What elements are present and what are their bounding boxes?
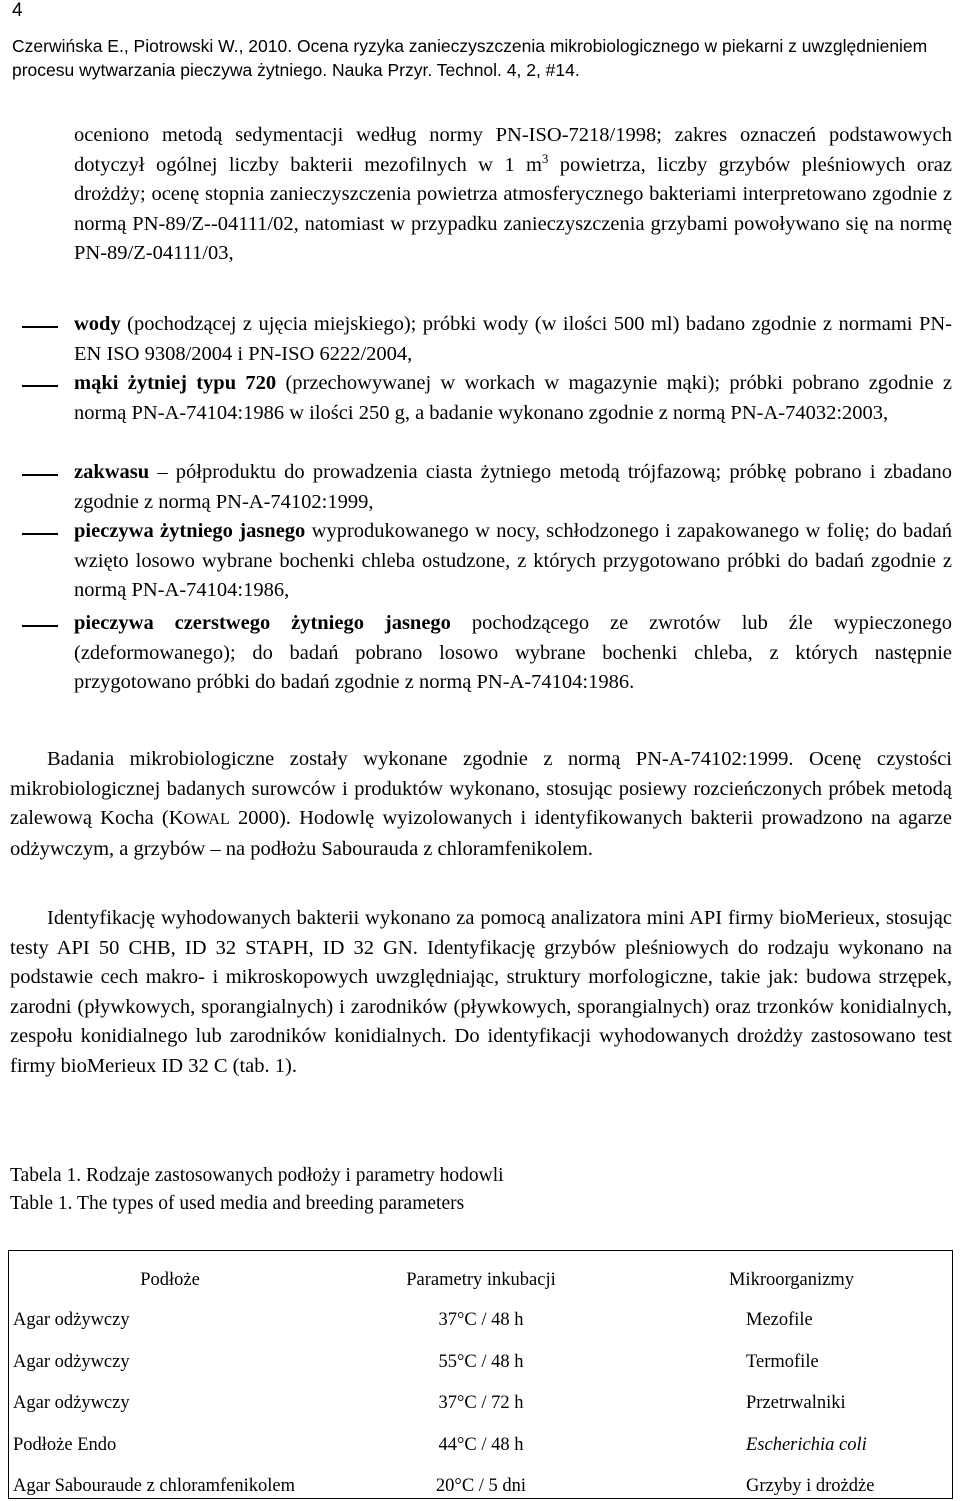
list-item-bold: pieczywa żytniego jasnego <box>74 520 306 542</box>
table-header-cell: Parametry inkubacji <box>331 1251 631 1292</box>
paragraph-text: 2000). Hodowlę wyizolowanych i identyfikowanych bakterii prowadzono na agarze odżywczym, a grzybów – na podłożu Sabourauda z chloramfenikolem. <box>10 807 952 860</box>
list-continuation <box>74 121 952 269</box>
table-row <box>9 1457 953 1499</box>
continuation-text-b: powietrza, liczby grzybów pleśniowych oraz drożdży; ocenę stopnia zanieczyszczenia powietrza atmosferycznego bakteriami interpretowano zgodnie z normą PN-89/Z--04111/02, natomiast w przypadku zanieczyszczenia grzybami powoływano się na normę PN-89/Z-04111/03, <box>74 153 952 265</box>
paragraph-text: Badania mikrobiologiczne zostały wykonane zgodnie z normą PN-A-74102:1999. Ocenę czystości mikrobiologicznej badanych surowców i produktów wykonano, stosując posiewy rozcieńczonych próbek metodą zalewową Kocha ( <box>10 748 952 830</box>
table-cell: Escherichia coli <box>631 1415 953 1456</box>
table-cell: 44°C / 48 h <box>438 1434 524 1455</box>
list-item-text: (przechowywanej w workach w magazynie mąki); próbki pobrano zgodnie z normą PN-A-74104:1986 w ilości 250 g, a badanie wykonano zgodnie z normą PN-A-74032:2003, <box>74 372 952 424</box>
list-item-bold: pieczywa czerstwego żytniego jasnego <box>74 612 451 634</box>
table-row <box>9 1374 953 1415</box>
running-head: Czerwińska E., Piotrowski W., 2010. Ocena ryzyka zanieczyszczenia mikrobiologicznego w piekarni z uwzględnieniem procesu wytwarzania pieczywa żytniego. Nauka Przyr. Technol. 4, 2, #14. <box>12 36 928 80</box>
table-cell: Mezofile <box>631 1291 953 1332</box>
list-item-bold: zakwasu <box>74 461 150 483</box>
author-small-caps: K <box>168 807 184 830</box>
table-row <box>9 1291 953 1332</box>
table-cell: Termofile <box>631 1332 953 1373</box>
table-cell: Agar odżywczy <box>9 1374 332 1415</box>
table-header-cell: Podłoże <box>9 1251 332 1292</box>
superscript: 3 <box>541 150 549 166</box>
list-dash <box>22 474 58 476</box>
list-item-text: pochodzącego ze zwrotów lub źle wypieczonego (zdeformowanego); do badań pobrano losowo wybrane bochenki chleba, z których następnie przygotowano próbki do badań zgodnie z normą PN-A-74104:1986. <box>74 612 952 694</box>
table-header-cell: Mikroorganizmy <box>631 1251 953 1292</box>
list-dash <box>22 385 58 387</box>
table-row <box>9 1332 953 1373</box>
list-item-bold: mąki żytniej typu 720 <box>74 372 277 394</box>
table-caption-en: Table 1. The types of used media and breeding parameters <box>10 1193 465 1214</box>
list-item-bold: wody <box>74 313 121 335</box>
table-header-row <box>9 1251 953 1292</box>
table-cell: 37°C / 72 h <box>438 1393 524 1414</box>
body-paragraph <box>10 745 952 864</box>
list-item-text: (pochodzącej z ujęcia miejskiego); próbki wody (w ilości 500 ml) badano zgodnie z normami PN-EN ISO 9308/2004 i PN-ISO 6222/2004, <box>74 313 952 365</box>
table-caption-pl: Tabela 1. Rodzaje zastosowanych podłoży i parametry hodowli <box>10 1165 504 1186</box>
table-cell: Grzyby i drożdże <box>631 1457 953 1499</box>
body-paragraph: Identyfikację wyhodowanych bakterii wykonano za pomocą analizatora mini API firmy bioMerieux, stosując testy API 50 CHB, ID 32 STAPH, ID 32 GN. Identyfikację grzybów pleśniowych do rodzaju wykonano na podstawie cech makro- i mikroskopowych uwzględniając, struktury morfologiczne, takie jak: budowa strzępek, zarodni (pływkowych, sporangialnych) i zarodników (pływkowych, sporangialnych) oraz trzonków konidialnych, zespołu konidialnego lub zarodników konidialnych. Do identyfikacji wyhodowanych drożdży zastosowano test firmy bioMerieux ID 32 C (tab. 1). <box>10 907 952 1077</box>
table-cell: Podłoże Endo <box>9 1415 332 1456</box>
table-cell: 37°C / 48 h <box>438 1310 524 1331</box>
list-item <box>74 517 952 606</box>
table-cell: Agar odżywczy <box>9 1332 332 1373</box>
list-item-text: – półproduktu do prowadzenia ciasta żytniego metodą trójfazową; próbkę pobrano i zbadano zgodnie z normą PN-A-74102:1999, <box>74 461 952 513</box>
media-table <box>8 1250 953 1499</box>
continuation-text-a: oceniono metodą sedymentacji według normy PN-ISO-7218/1998; zakres oznaczeń podstawowych dotyczył ogólnej liczby bakterii mezofilnych w 1 m <box>74 124 952 176</box>
table-cell: Agar odżywczy <box>9 1291 332 1332</box>
table-cell: Agar Sabouraude z chloramfenikolem <box>9 1457 332 1499</box>
list-item-text: wyprodukowanego w nocy, schłodzonego i zapakowanego w folię; do badań wzięto losowo wybrane bochenki chleba ostudzone, z których przygotowano próbki do badań zgodnie z normą PN-A-74104:1986, <box>74 520 953 602</box>
list-dash <box>22 326 58 328</box>
author-small-caps: OWAL <box>183 811 230 829</box>
table-cell: Przetrwalniki <box>631 1374 953 1415</box>
list-item <box>74 310 952 369</box>
table-cell: 20°C / 5 dni <box>331 1457 631 1499</box>
list-item <box>74 369 952 428</box>
list-dash <box>22 533 58 535</box>
list-dash <box>22 625 58 627</box>
list-item <box>74 458 952 517</box>
table-row <box>9 1415 953 1456</box>
table-cell: 55°C / 48 h <box>438 1351 524 1372</box>
page-number: 4 <box>12 0 23 21</box>
list-item <box>74 609 952 698</box>
